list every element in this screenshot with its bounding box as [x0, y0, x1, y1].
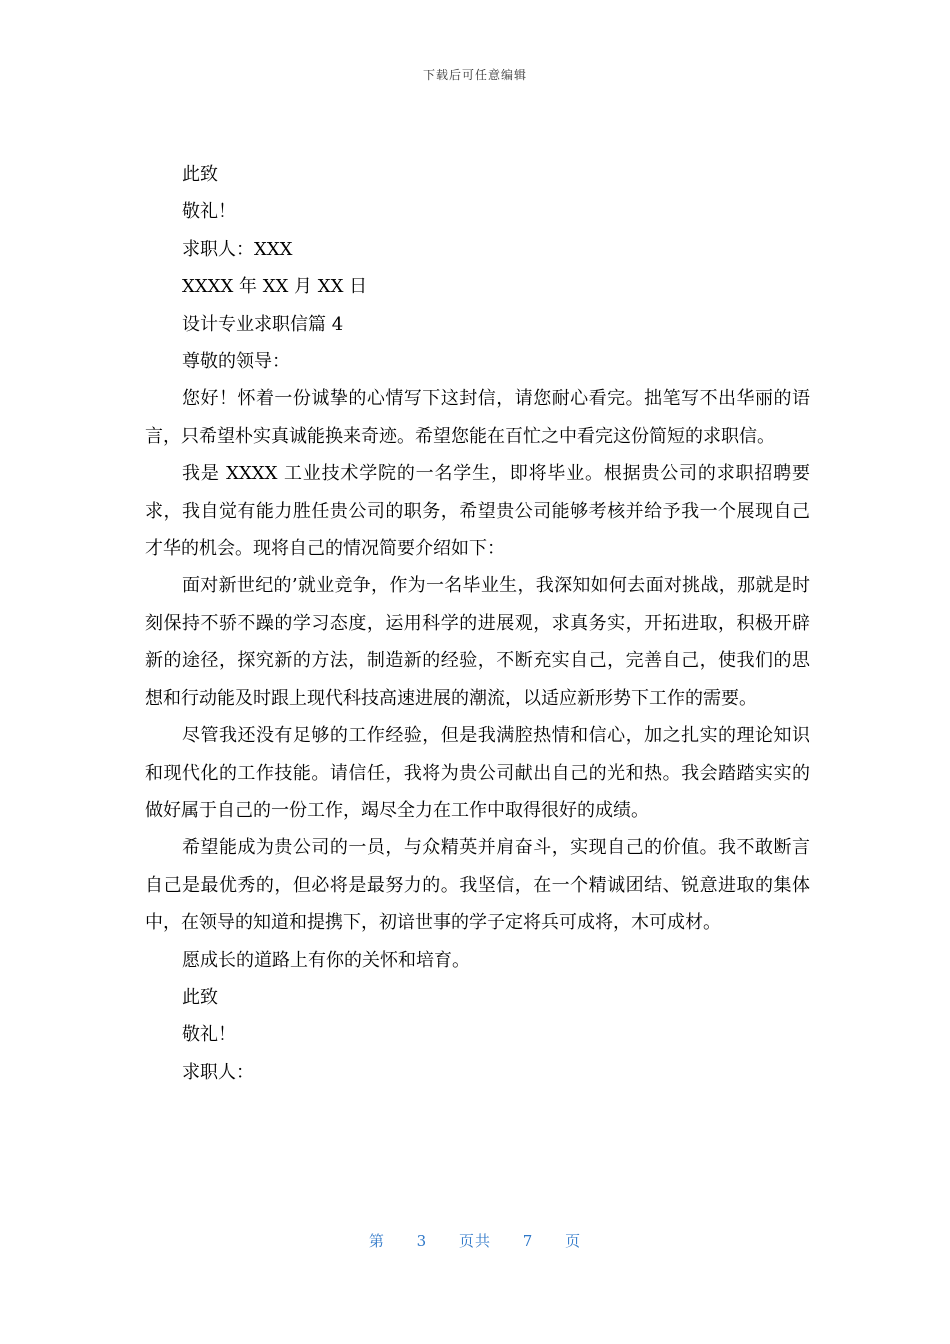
page-current: 3: [416, 1232, 428, 1250]
paragraph: 尽管我还没有足够的工作经验，但是我满腔热情和信心，加之扎实的理论知识和现代化的工作技能。请信任，我将为贵公司献出自己的光和热。我会踏踏实实的做好属于自己的一份工作，竭尽全力在工作中取得很好的成绩。: [145, 725, 810, 821]
paragraph: 我是 XXXX 工业技术学院的一名学生，即将毕业。根据贵公司的求职招聘要求，我自觉有能力胜任贵公司的职务，希望贵公司能够考核并给予我一个展现自己才华的机会。现将自己的情况简要介绍如下：: [145, 463, 810, 560]
closing-line: 此致: [182, 164, 218, 185]
section-title: 设计专业求职信篇 4: [182, 313, 344, 335]
page-label: 页: [565, 1232, 582, 1250]
salutation-line: 敬礼！: [182, 201, 236, 223]
page-total: 7: [522, 1232, 534, 1250]
greeting-line: 尊敬的领导：: [182, 351, 290, 373]
page-label: 页共: [458, 1232, 491, 1250]
paragraph: 您好！怀着一份诚挚的心情写下这封信，请您耐心看完。拙笔写不出华丽的语言，只希望朴实真诚能换来奇迹。希望您能在百忙之中看完这份简短的求职信。: [145, 388, 810, 447]
letter-body: [145, 156, 810, 1091]
date-line: XXXX 年 XX 月 XX 日: [182, 276, 368, 298]
paragraph: 希望能成为贵公司的一员，与众精英并肩奋斗，实现自己的价值。我不敢断言自己是最优秀的，但必将是最努力的。我坚信，在一个精诚团结、锐意进取的集体中，在领导的知道和提携下，初谙世事的学子定将兵可成将，木可成材。: [145, 837, 810, 934]
wish-line: 愿成长的道路上有你的关怀和培育。: [182, 949, 470, 971]
paragraph: 面对新世纪的’就业竞争，作为一名毕业生，我深知如何去面对挑战，那就是时刻保持不骄不躁的学习态度，运用科学的进展观，求真务实，开拓进取，积极开辟新的途径，探究新的方法，制造新的经验，不断充实自己，完善自己，使我们的思想和行动能及时跟上现代科技高速进展的潮流，以适应新形势下工作的需要。: [145, 575, 810, 709]
page-footer: [0, 1230, 950, 1251]
page-header: 下载后可任意编辑: [422, 68, 527, 82]
salutation-line: 敬礼！: [182, 1024, 236, 1046]
applicant-line: 求职人：: [182, 1061, 254, 1083]
applicant-line: 求职人：XXX: [182, 238, 293, 260]
closing-line: 此致: [182, 986, 218, 1008]
page-label: 第: [368, 1232, 385, 1250]
